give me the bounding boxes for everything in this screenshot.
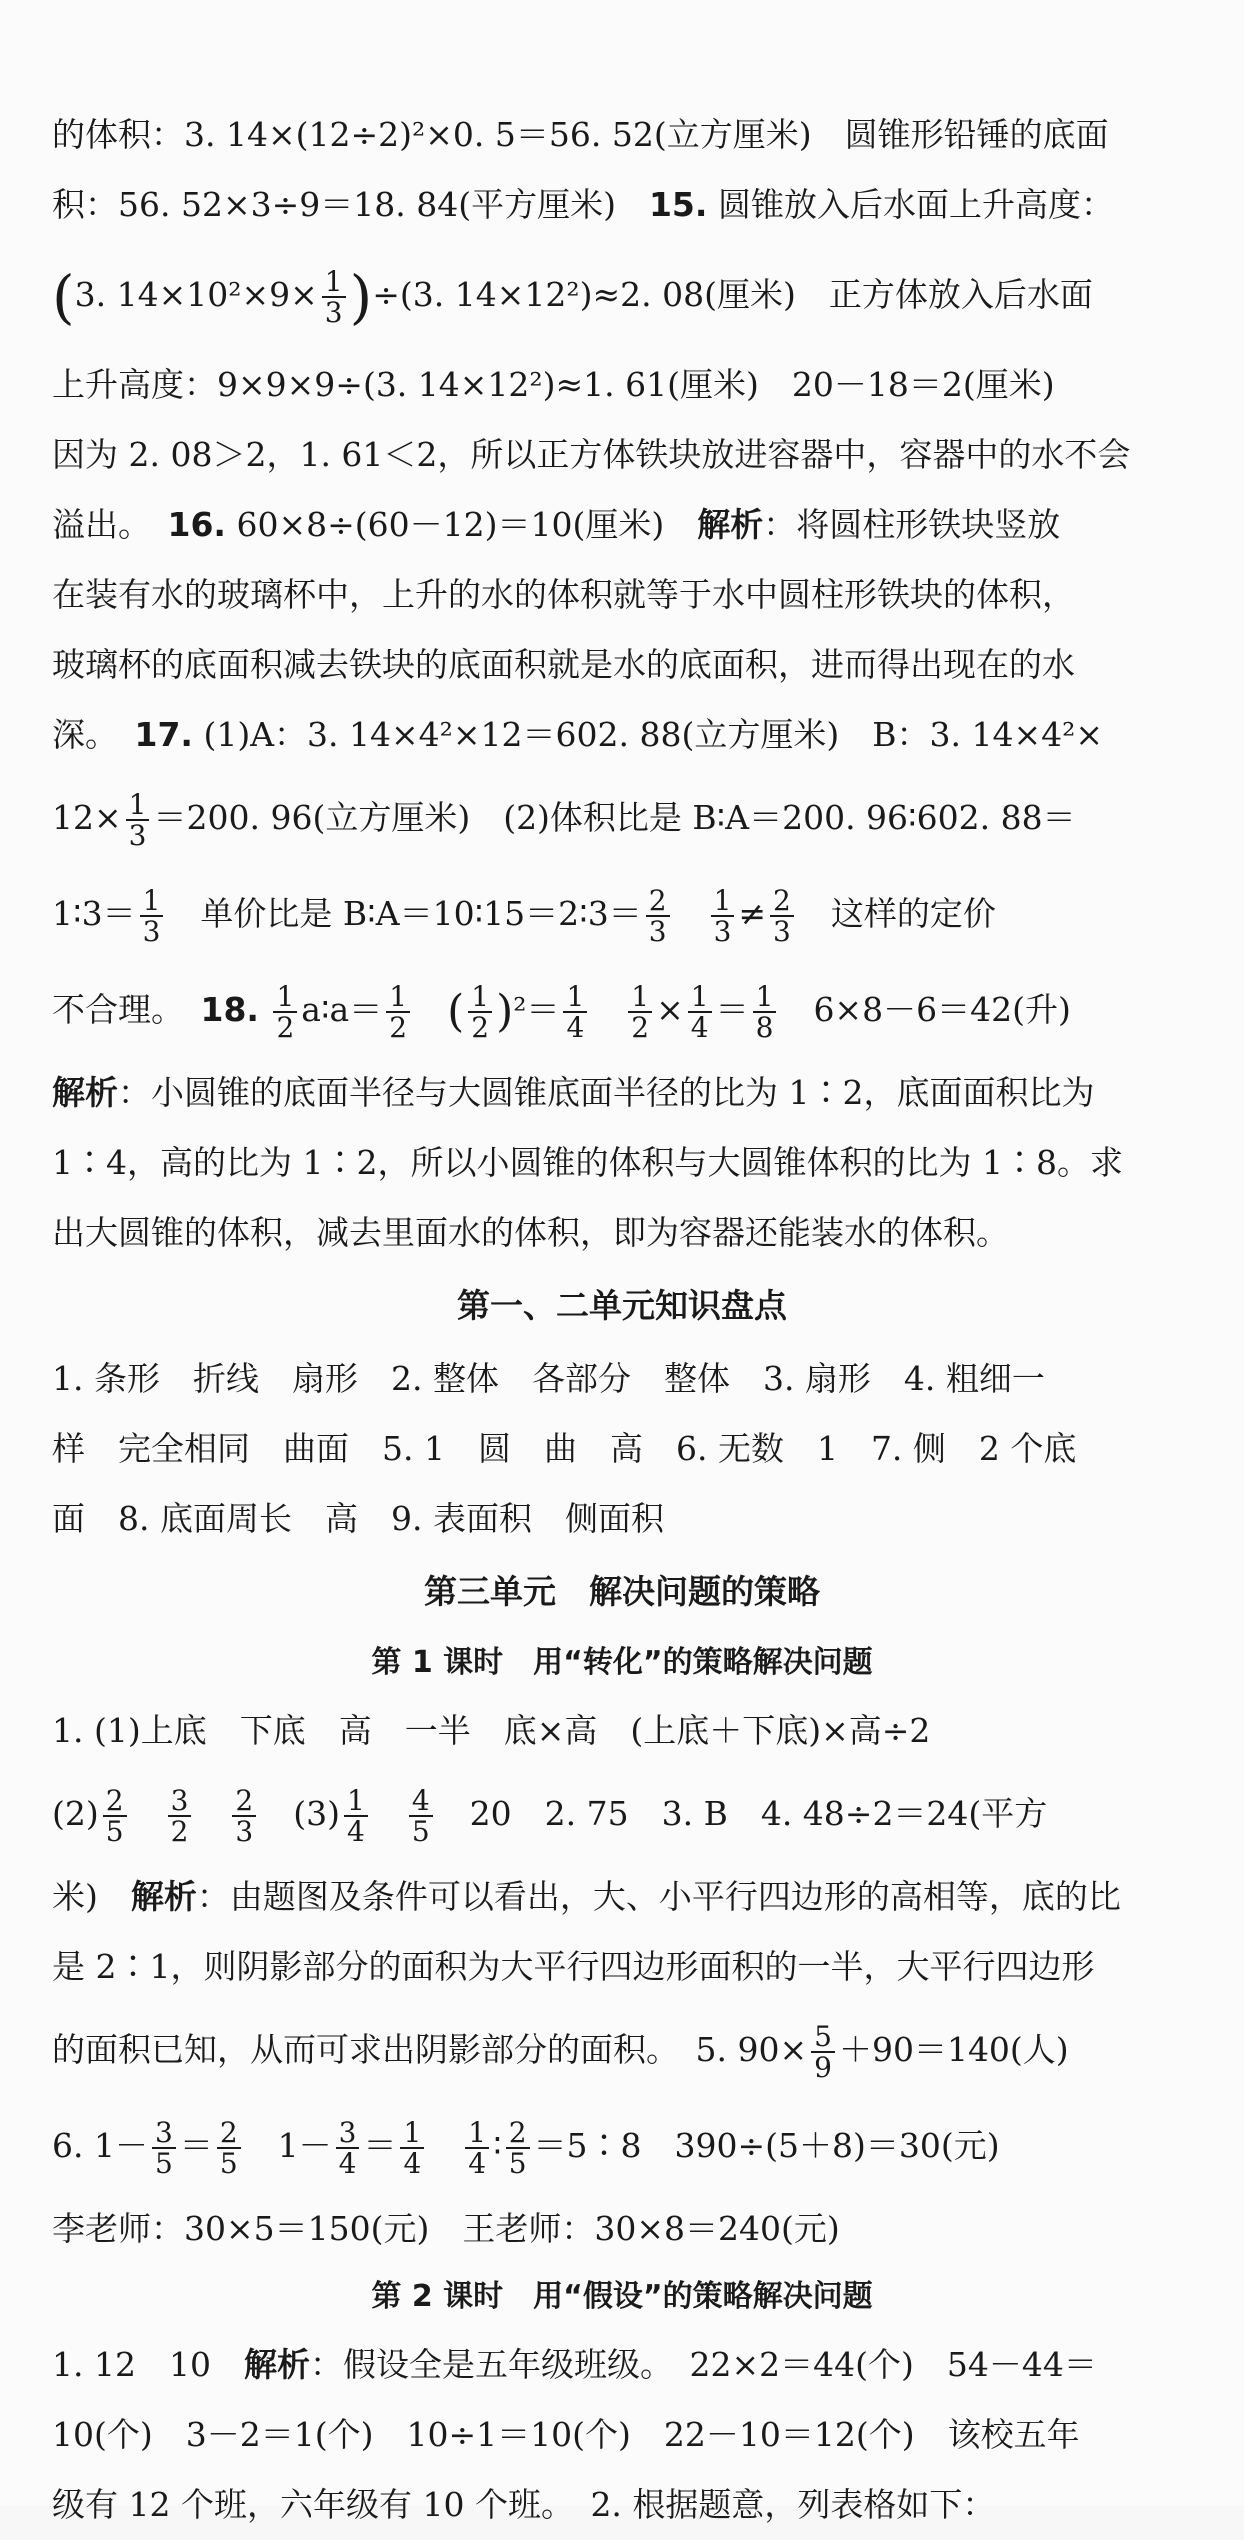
fraction: $\frac{2}{5}$ [103, 1786, 127, 1847]
text: ＝200. 96(立方厘米) (2)体积比是 B∶A＝200. 96∶602. 88＝ [153, 798, 1076, 837]
text: 1. 12 10 [52, 2345, 244, 2384]
text-line: 1∶4，高的比为 1∶2，所以小圆锥的体积与大圆锥体积的比为 1∶8。求 [52, 1143, 1123, 1182]
text-line: 样 完全相同 曲面 5. 1 圆 曲 高 6. 无数 1 7. 侧 2 个底 [52, 1429, 1077, 1468]
text-line: 级有 12 个班，六年级有 10 个班。 2. 根据题意，列表格如下： [52, 2485, 996, 2524]
text-line: 是 2∶1，则阴影部分的面积为大平行四边形面积的一半，大平行四边形 [52, 1947, 1095, 1986]
text-line: 因为 2. 08＞2，1. 61＜2，所以正方体铁块放进容器中，容器中的水不会 [52, 435, 1131, 474]
paren: ( [52, 263, 75, 331]
text-line [52, 240, 1192, 350]
text-line [52, 770, 1192, 866]
text-line: 出大圆锥的体积，减去里面水的体积，即为容器还能装水的体积。 [52, 1213, 1009, 1252]
text: 3. 14×10²×9× [74, 275, 318, 314]
text: ÷(3. 14×12²)≈2. 08(厘米) 正方体放入后水面 [372, 275, 1093, 314]
text: 单价比是 B∶A＝10∶15＝2∶3＝ [200, 894, 642, 933]
text-line [52, 866, 1192, 962]
answer-content [52, 100, 1192, 2540]
text-line: 上升高度：9×9×9÷(3. 14×12²)≈1. 61(厘米) 20－18＝2(厘米) [52, 365, 1055, 404]
fraction: $\frac{2}{5}$ [217, 2118, 241, 2179]
question-number: 15. [648, 185, 708, 224]
fraction: $\frac{1}{4}$ [400, 2118, 424, 2179]
text: 深。 [52, 715, 102, 754]
fraction: $\frac{1}{2}$ [273, 982, 297, 1043]
fraction: $\frac{1}{4}$ [563, 982, 587, 1043]
text: 20 2. 75 3. B 4. 48÷2＝24(平方 [469, 1794, 1048, 1833]
text-line: 1. (1)上底 下底 高 一半 底×高 (上底＋下底)×高÷2 [52, 1711, 931, 1750]
text-line [52, 2330, 1192, 2400]
text: ：将圆柱形铁块竖放 [763, 505, 1061, 544]
fraction: $\frac{1}{4}$ [465, 2118, 489, 2179]
text-line: 玻璃杯的底面积减去铁块的底面积就是水的底面积，进而得出现在的水 [52, 645, 1075, 684]
text-line: 10(个) 3－2＝1(个) 10÷1＝10(个) 22－10＝12(个) 该校五年 [52, 2415, 1080, 2454]
fraction: $\frac{2}{3}$ [770, 886, 794, 947]
fraction: $\frac{1}{4}$ [344, 1786, 368, 1847]
analysis-label: 解析 [697, 505, 764, 544]
text: ：小圆锥的底面半径与大圆锥底面半径的比为 1∶2，底面面积比为 [118, 1073, 1095, 1112]
fraction: $\frac{1}{3}$ [711, 886, 735, 947]
paren: ) [496, 986, 514, 1037]
unit-title: 第三单元 解决问题的策略 [424, 1572, 820, 1611]
analysis-label: 解析 [243, 2345, 310, 2384]
text: 溢出。 [52, 505, 135, 544]
section-title: 第一、二单元知识盘点 [457, 1286, 787, 1325]
text: ：由题图及条件可以看出，大、小平行四边形的高相等，底的比 [196, 1877, 1121, 1916]
text: 不合理。 [52, 990, 168, 1029]
fraction: $\frac{1}{2}$ [628, 982, 652, 1043]
fraction: $\frac{1}{3}$ [126, 790, 150, 851]
text-line [52, 700, 1192, 770]
text: 这样的定价 [830, 894, 996, 933]
fraction: $\frac{2}{3}$ [646, 886, 670, 947]
text: a∶a＝ [301, 990, 383, 1029]
question-number: 16. [167, 505, 226, 544]
fraction: $\frac{3}{2}$ [168, 1786, 192, 1847]
text-line: 1. 条形 折线 扇形 2. 整体 各部分 整体 3. 扇形 4. 粗细一 [52, 1359, 1045, 1398]
text: 积：56. 52×3÷9＝18. 84(平方厘米) [52, 185, 616, 224]
fraction: $\frac{3}{5}$ [152, 2118, 176, 2179]
text: 的面积已知，从而可求出阴影部分的面积。 5. 90× [52, 2030, 808, 2069]
fraction: $\frac{4}{5}$ [409, 1786, 433, 1847]
fraction: $\frac{1}{8}$ [753, 982, 777, 1043]
text-line: 6. 1－ $\frac{3}{5}$ ＝ $\frac{2}{5}$ 1－ $\frac{3}{4}$ ＝ $\frac{1}{4}$ $\frac{1}{4}$ ∶ $\frac{2}{5}$ ＝5∶8 390÷(5＋8)＝30(元) [52, 2115, 1000, 2180]
text: ²＝ [513, 990, 560, 1029]
paren: ( [447, 986, 465, 1037]
text: 1∶3＝ [52, 894, 136, 933]
question-number: 18. [200, 990, 259, 1029]
text: ≠ [738, 894, 767, 933]
fraction: $\frac{2}{3}$ [232, 1786, 256, 1847]
fraction: $\frac{1}{3}$ [322, 267, 346, 328]
analysis-label: 解析 [52, 1073, 118, 1112]
fraction: $\frac{5}{9}$ [811, 2022, 835, 2083]
text-line [52, 1862, 1192, 1932]
lesson-title: 第 1 课时 用“转化”的策略解决问题 [371, 1645, 873, 1680]
text: (3) [293, 1794, 340, 1833]
text-line [52, 1058, 1192, 1128]
lesson-title: 第 2 课时 用“假设”的策略解决问题 [371, 2279, 873, 2314]
text-line [52, 2002, 1192, 2098]
question-number: 17. [134, 715, 193, 754]
text-line: 的体积：3. 14×(12÷2)²×0. 5＝56. 52(立方厘米) 圆锥形铅锤的底面 [52, 115, 1109, 154]
fraction: $\frac{1}{3}$ [140, 886, 164, 947]
fraction: $\frac{1}{2}$ [468, 982, 492, 1043]
fraction: $\frac{1}{4}$ [688, 982, 712, 1043]
fraction: $\frac{1}{2}$ [386, 982, 410, 1043]
text: (1)A：3. 14×4²×12＝602. 88(立方厘米) B：3. 14×4²× [203, 715, 1103, 754]
analysis-label: 解析 [130, 1877, 197, 1916]
text-line: 面 8. 底面周长 高 9. 表面积 侧面积 [52, 1499, 664, 1538]
text: (2) [52, 1794, 99, 1833]
text-line [52, 170, 1192, 240]
text: 6×8－6＝42(升) [813, 990, 1071, 1029]
text: 12× [52, 798, 122, 837]
text-line [52, 1766, 1192, 1862]
text: ＝ [715, 990, 749, 1029]
paren: ) [349, 263, 373, 331]
text: 6. 1－ [52, 2126, 148, 2165]
text: 圆锥放入后水面上升高度： [717, 185, 1114, 224]
text-line: 李老师：30×5＝150(元) 王老师：30×8＝240(元) [52, 2209, 840, 2248]
text: ＋90＝140(人) [838, 2030, 1069, 2069]
text: ：假设全是五年级班级。 22×2＝44(个) 54－44＝ [309, 2345, 1097, 2384]
text: 60×8÷(60－12)＝10(厘米) [236, 505, 665, 544]
text-line [52, 962, 1192, 1058]
text-line: 在装有水的玻璃杯中，上升的水的体积就等于水中圆柱形铁块的体积， [52, 575, 1075, 614]
text: ＝5∶8 390÷(5＋8)＝30(元) [533, 2126, 1000, 2165]
text: 米) [52, 1877, 131, 1916]
text: × [656, 990, 684, 1029]
fraction: $\frac{2}{5}$ [506, 2118, 530, 2179]
fraction: $\frac{3}{4}$ [336, 2118, 360, 2179]
text-line [52, 490, 1192, 560]
